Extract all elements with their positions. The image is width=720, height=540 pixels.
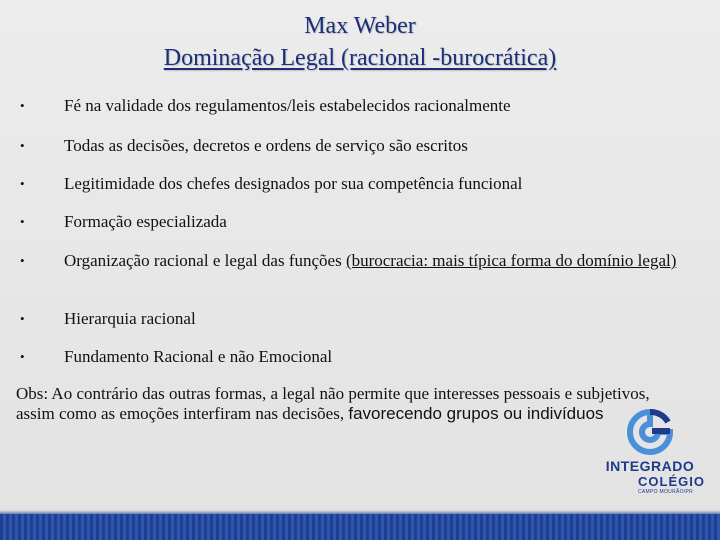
- bullet-icon: •: [20, 98, 25, 113]
- integrado-logo: [600, 408, 705, 498]
- title-line-2: Dominação Legal (racional -burocrática): [163, 45, 557, 71]
- bullet-text-plain: Organização racional e legal das funções: [64, 251, 346, 270]
- bullet-icon: •: [20, 138, 25, 153]
- title-line-1: Max Weber: [304, 13, 416, 39]
- obs-note: [16, 384, 676, 424]
- bullet-icon: •: [20, 349, 25, 364]
- bullet-text: [64, 251, 680, 271]
- bullet-text-underlined: (burocracia: mais típica forma do domínio legal): [345, 251, 677, 270]
- slide-title: [0, 10, 720, 74]
- logo-name: INTEGRADO: [605, 458, 695, 474]
- bullet-text: Todas as decisões, decretos e ordens de serviço são escritos: [64, 136, 468, 155]
- bullet-icon: •: [20, 253, 25, 268]
- logo-location: CAMPO MOURÃO/PR: [638, 489, 694, 495]
- obs-text-sans: favorecendo grupos ou indivíduos: [348, 404, 604, 423]
- obs-text: Obs: Ao contrário das outras formas, a legal não permite que interesses pessoais e subjetivos, assim como as emoções interfiram nas decisões,: [16, 384, 650, 423]
- bullet-icon: •: [20, 176, 25, 191]
- footer-bar: [0, 514, 720, 540]
- bullet-text: Hierarquia racional: [64, 309, 196, 328]
- bullet-icon: •: [20, 214, 25, 229]
- logo-sub: COLÉGIO: [638, 474, 705, 489]
- bullet-text: Legitimidade dos chefes designados por sua competência funcional: [64, 174, 523, 193]
- bullet-text: Formação especializada: [64, 212, 227, 231]
- bullet-text: Fé na validade dos regulamentos/leis estabelecidos racionalmente: [64, 96, 511, 115]
- integrado-g-icon: [622, 408, 678, 456]
- bullet-icon: •: [20, 311, 25, 326]
- bullet-text: Fundamento Racional e não Emocional: [64, 347, 333, 366]
